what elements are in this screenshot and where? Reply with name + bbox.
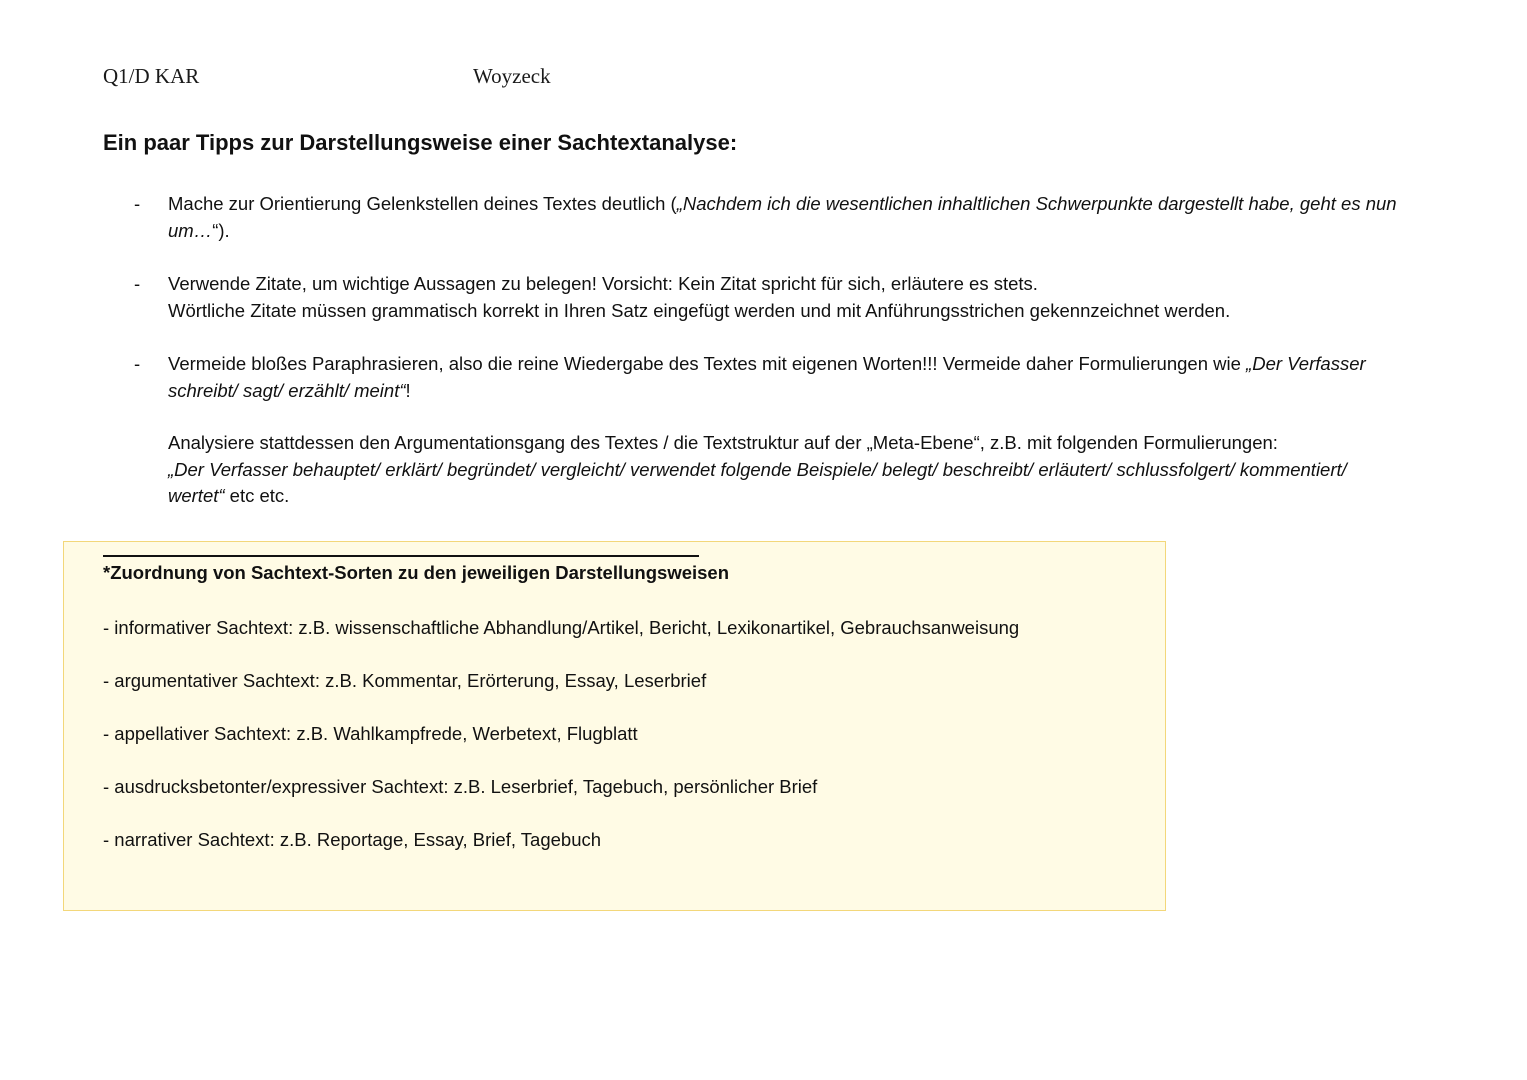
bullet-dash: -: [134, 353, 141, 374]
list-item: - argumentativer Sachtext: z.B. Kommentar, Erörterung, Essay, Leserbrief: [103, 670, 707, 691]
tip-text-end: etc etc.: [224, 485, 290, 506]
tip-example-italic: „Der Verfasser schreibt/ sagt/ erzählt/ meint“: [168, 353, 1366, 401]
sachtext-sorten-box: [63, 541, 1166, 911]
tip-text-plain: Analysiere stattdessen den Argumentationsgang des Textes / die Textstruktur auf der „Meta-Ebene“, z.B. mit folgenden Formulierungen:: [168, 432, 1278, 453]
infobox-title: *Zuordnung von Sachtext-Sorten zu den jeweiligen Darstellungsweisen: [103, 562, 730, 583]
tip-text-end: “).: [212, 219, 230, 241]
tip-text-end: !: [405, 379, 411, 401]
tips-list: [103, 191, 1403, 537]
tip-text-plain: Vermeide bloßes Paraphrasieren, also die reine Wiedergabe des Textes mit eigenen Worten!!! Vermeide daher Formulierungen wie: [168, 353, 1247, 374]
bullet-dash: -: [134, 193, 141, 214]
list-item: - informativer Sachtext: z.B. wissenschaftliche Abhandlung/Artikel, Bericht, Lexikonartikel, Gebrauchsanweisung: [103, 617, 1020, 638]
tip-text-plain: Mache zur Orientierung Gelenkstellen deines Textes deutlich (: [168, 193, 677, 214]
tip-text-line-2: Wörtliche Zitate müssen grammatisch korrekt in Ihren Satz eingefügt werden und mit Anführungsstrichen gekennzeichnet werden.: [168, 299, 1231, 321]
tip-text-meta: [168, 430, 1403, 510]
tip-gelenkstellen: [103, 191, 1403, 244]
list-item: - appellativer Sachtext: z.B. Wahlkampfrede, Werbetext, Flugblatt: [103, 723, 638, 744]
list-item: - ausdrucksbetonter/expressiver Sachtext: z.B. Leserbrief, Tagebuch, persönlicher Brief: [103, 776, 818, 797]
tip-example-italic: „Nachdem ich die wesentlichen inhaltlichen Schwerpunkte dargestellt habe, geht es nun um…: [168, 193, 1397, 241]
tip-text: [168, 351, 1403, 404]
tip-paraphrasieren: [103, 351, 1403, 510]
tip-example-italic: „Der Verfasser behauptet/ erklärt/ begründet/ vergleicht/ verwendet folgende Beispiele/ belegt/ beschreibt/ erläutert/ schlussfolgert/ kommentiert/ wertet“: [168, 458, 1347, 506]
list-item: - narrativer Sachtext: z.B. Reportage, Essay, Brief, Tagebuch: [103, 829, 602, 850]
tip-zitate: [103, 271, 1403, 324]
sachtext-sorten-list: [103, 615, 1019, 880]
page-title: Ein paar Tipps zur Darstellungsweise einer Sachtextanalyse:: [103, 130, 738, 155]
tip-text-line-1: Verwende Zitate, um wichtige Aussagen zu belegen! Vorsicht: Kein Zitat spricht für sich, erläutere es stets.: [168, 273, 1038, 294]
tip-text: [168, 191, 1403, 244]
bullet-dash: -: [134, 273, 141, 294]
divider-rule: [103, 555, 699, 557]
topic-label: Woyzeck: [473, 64, 551, 88]
course-label: Q1/D KAR: [103, 64, 200, 88]
